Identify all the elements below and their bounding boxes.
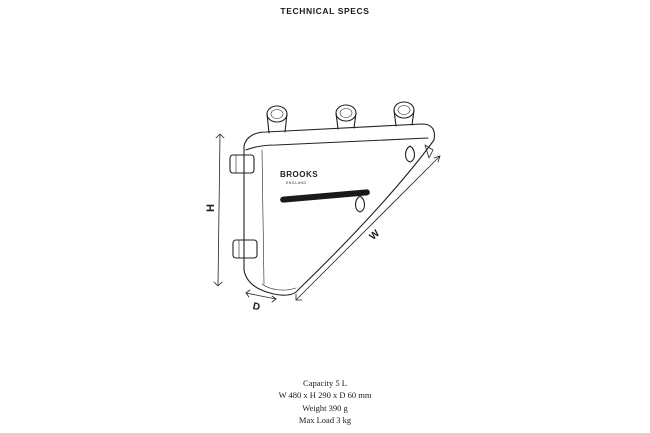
spec-capacity: Capacity 5 L: [303, 378, 347, 388]
spec-dimensions: W 480 x H 290 x D 60 mm: [278, 390, 372, 401]
top-strap-1: [267, 106, 287, 133]
dimension-label-h: H: [205, 204, 217, 212]
bag-outline: [244, 124, 435, 295]
spec-weight: Weight 390 g: [302, 402, 348, 413]
dimension-label-w: W: [367, 228, 382, 243]
bag-seam: [262, 150, 264, 284]
specs-block: [0, 377, 650, 427]
bag-bottom: [262, 284, 296, 290]
bag-top-panel: [246, 138, 428, 150]
top-strap-3: [394, 102, 414, 126]
zipper-pull-top: [406, 146, 415, 162]
zipper-pull-side: [356, 196, 365, 212]
side-strap-bottom: [233, 240, 257, 258]
spec-max-load: Max Load 3 kg: [298, 415, 352, 426]
brand-logo: BROOKS: [280, 170, 319, 179]
page-title: TECHNICAL SPECS: [280, 6, 370, 16]
brand-subtitle: ENGLAND: [286, 181, 307, 185]
dimension-label-d: D: [251, 301, 262, 314]
top-strap-2: [336, 105, 356, 129]
dimension-d-line: [246, 290, 276, 302]
side-strap-top: [230, 155, 254, 173]
